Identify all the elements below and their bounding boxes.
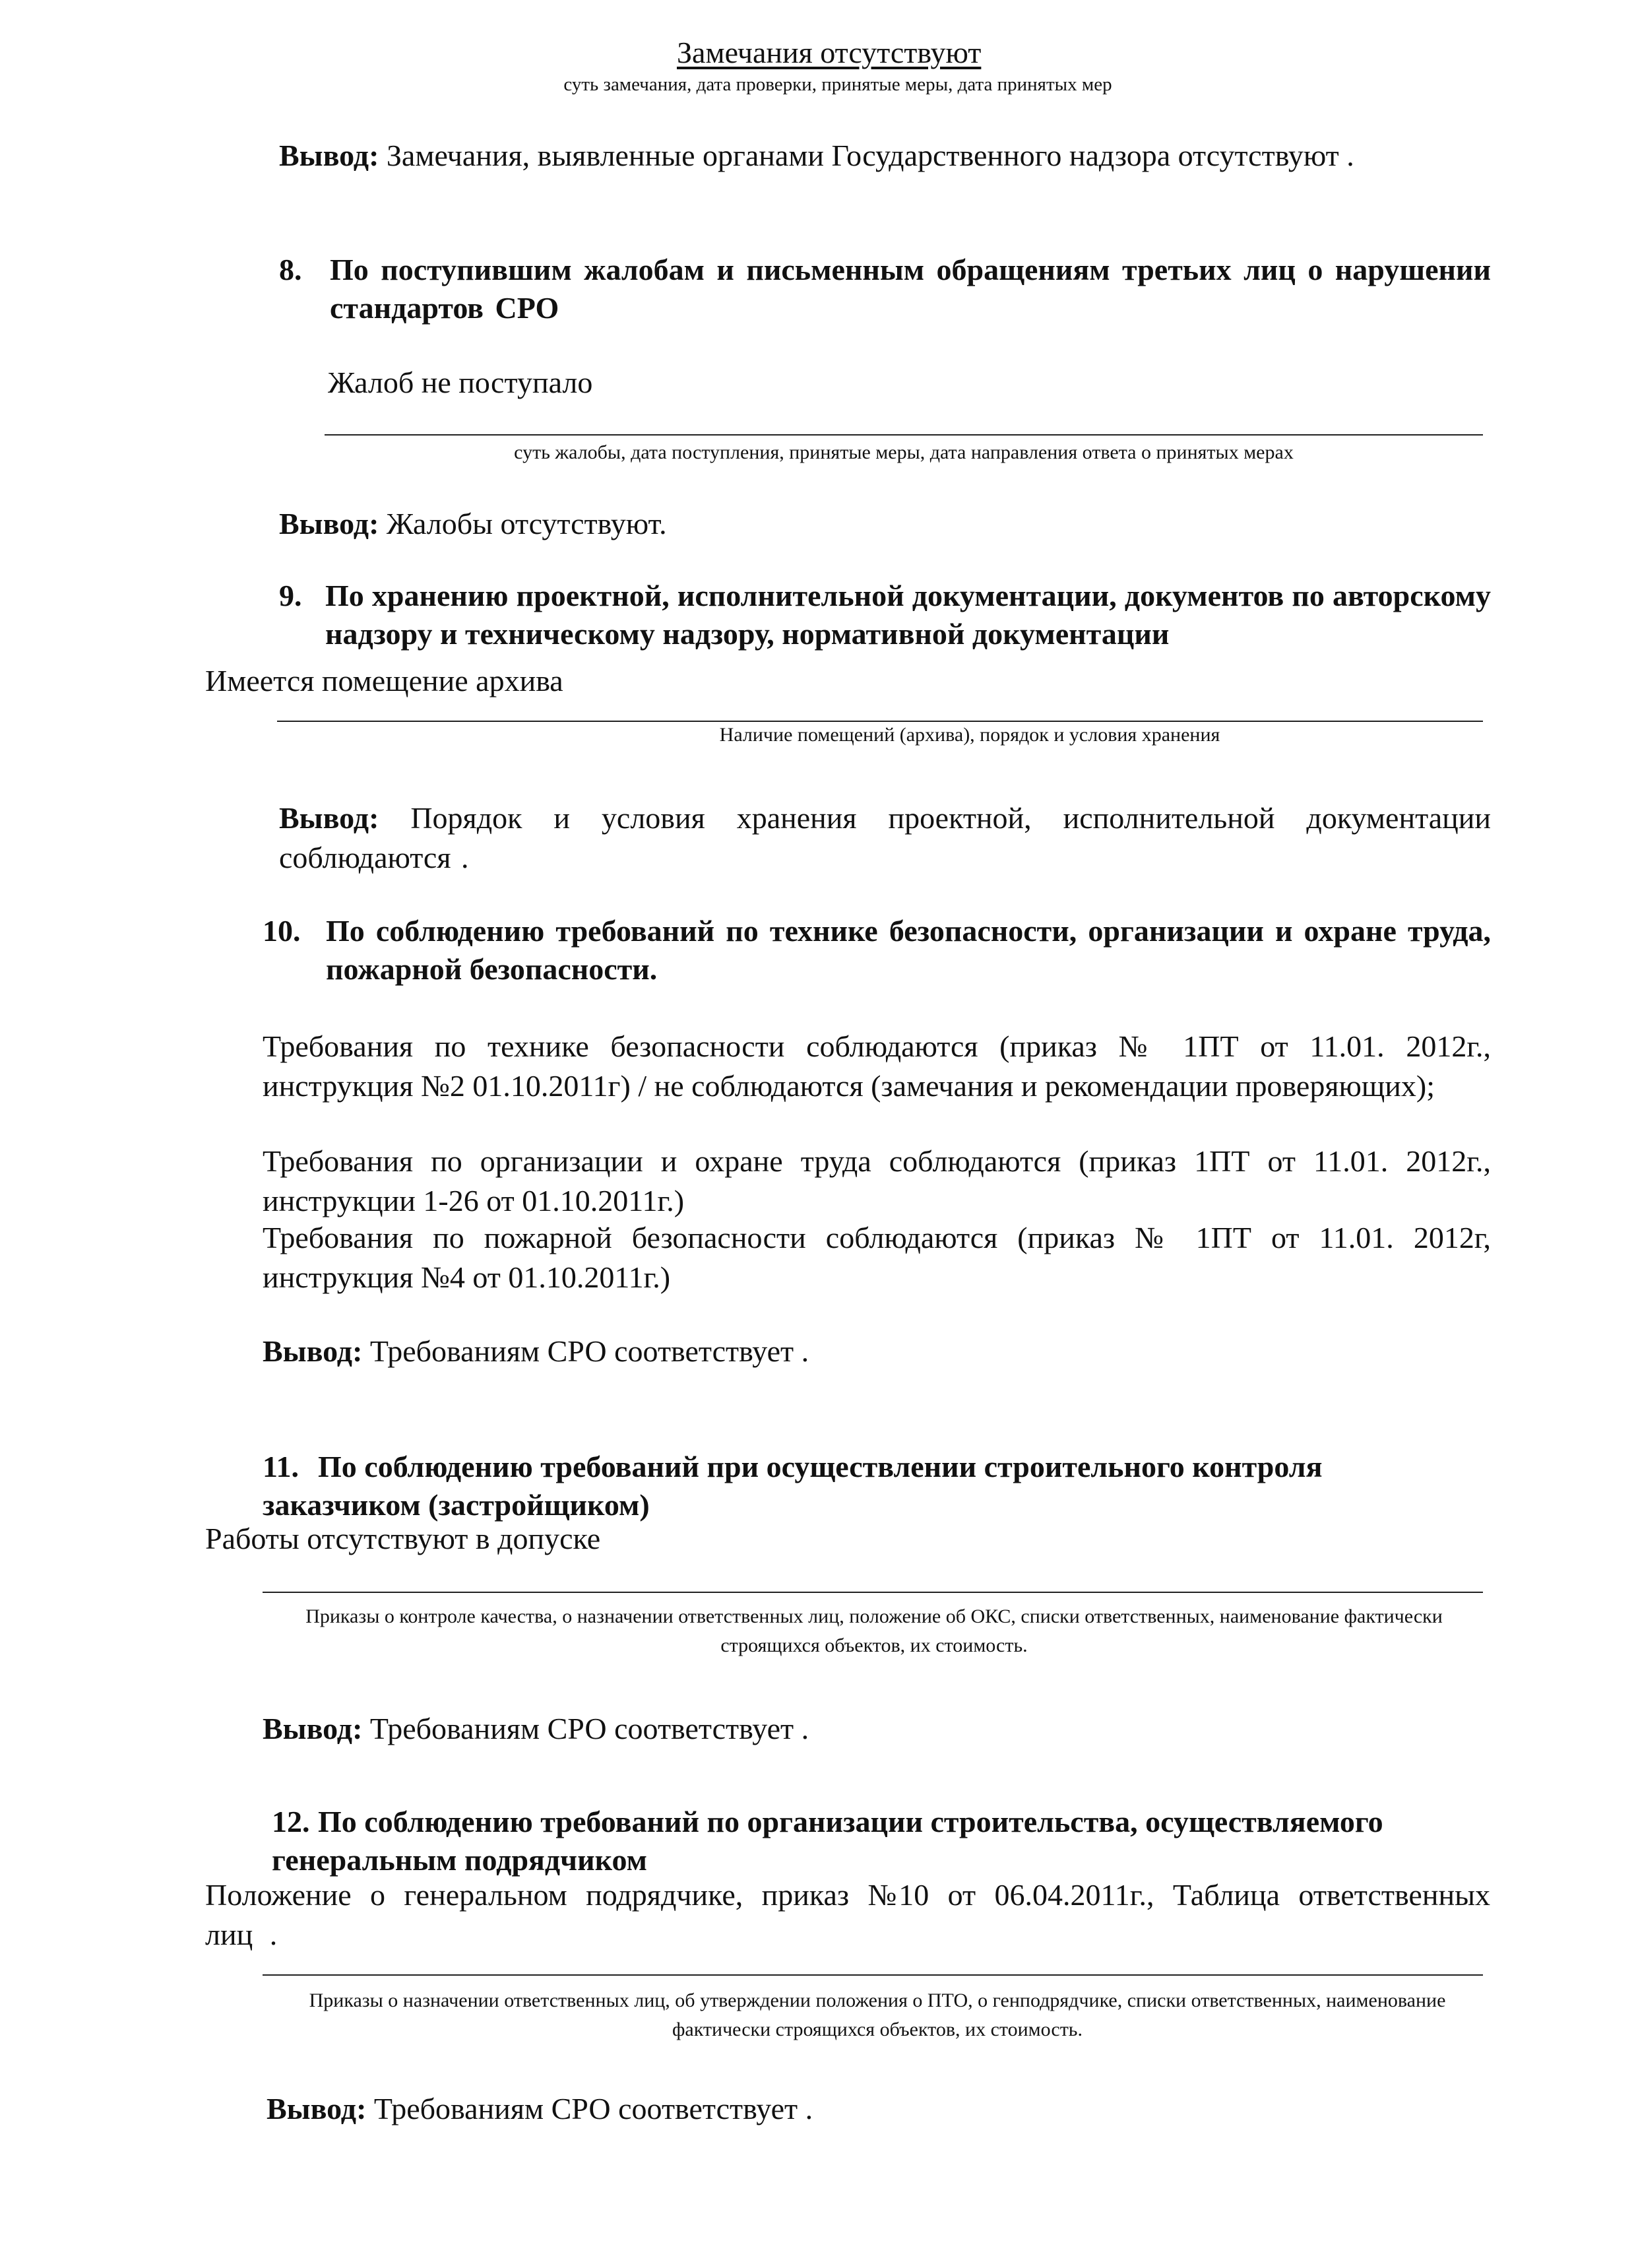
conclusion-text: Требованиям СРО соответствует . — [373, 2092, 813, 2125]
top-conclusion — [279, 136, 1532, 176]
conclusion-label: Вывод: — [279, 139, 379, 172]
section-8-value: Жалоб не поступало — [328, 366, 593, 399]
conclusion-text: Замечания, выявленные органами Государственного надзора отсутствуют . — [386, 139, 1354, 172]
section-11-value: Работы отсутствуют в допуске — [205, 1522, 601, 1555]
section-title: По соблюдению требований при осуществлении строительного контроля заказчиком (застройщиком) — [263, 1450, 1323, 1522]
section-number: 10. — [263, 914, 301, 948]
section-8-rule — [325, 434, 1483, 436]
conclusion-text: Требованиям СРО соответствует . — [369, 1712, 809, 1745]
conclusion-text: Требованиям СРО соответствует . — [369, 1334, 809, 1368]
section-9-heading — [279, 577, 1491, 653]
section-10-p2: Требования по организации и охране труда соблюдаются (приказ 1ПТ от 11.01. 2012г., инструкции 1-26 от 01.10.2011г.) — [263, 1144, 1491, 1217]
section-12-rule — [263, 1974, 1483, 1976]
section-8-heading — [279, 251, 1491, 327]
section-10-heading — [263, 912, 1491, 988]
conclusion-label: Вывод: — [279, 507, 379, 540]
section-12-caption: Приказы о назначении ответственных лиц, об утверждении положения о ПТО, о генподрядчике, списки ответственных, наименование фактически строящихся объектов, их стоимость. — [309, 1990, 1446, 2040]
section-number: 9. — [279, 579, 302, 612]
section-11-rule — [263, 1592, 1483, 1593]
section-number: 11. — [263, 1450, 299, 1483]
section-12-conclusion — [267, 2089, 813, 2129]
section-title: По соблюдению требований по технике безопасности, организации и охране труда, пожарной безопасности. — [326, 914, 1491, 986]
conclusion-label: Вывод: — [263, 1712, 363, 1745]
section-9-conclusion — [279, 798, 1491, 878]
top-caption: суть замечания, дата проверки, принятые меры, дата принятых мер — [563, 74, 1112, 95]
top-value: Замечания отсутствуют — [677, 36, 982, 69]
section-11-conclusion — [263, 1709, 809, 1749]
section-10-p3: Требования по пожарной безопасности соблюдаются (приказ № 1ПТ от 11.01. 2012г, инструкция №4 от 01.10.2011г.) — [263, 1221, 1491, 1294]
section-title: По соблюдению требований по организации строительства, осуществляемого генеральным подрядчиком — [272, 1805, 1383, 1877]
section-12-heading — [272, 1803, 1486, 1879]
section-8-caption: суть жалобы, дата поступления, принятые меры, дата направления ответа о принятых мерах — [514, 441, 1294, 463]
section-12-value: Положение о генеральном подрядчике, приказ №10 от 06.04.2011г., Таблица ответственных лиц . — [205, 1878, 1490, 1951]
section-title: По поступившим жалобам и письменным обращениям третьих лиц о нарушении стандартов СРО — [330, 253, 1491, 325]
section-10-conclusion — [263, 1332, 809, 1371]
section-number: 12. — [272, 1805, 310, 1838]
section-number: 8. — [279, 253, 302, 286]
section-11-caption: Приказы о контроле качества, о назначении ответственных лиц, положение об ОКС, списки ответственных, наименование фактически строящихся объектов, их стоимость. — [305, 1605, 1443, 1656]
section-11-heading — [263, 1448, 1463, 1524]
conclusion-label: Вывод: — [263, 1334, 363, 1368]
section-10-p1: Требования по технике безопасности соблюдаются (приказ № 1ПТ от 11.01. 2012г., инструкция №2 01.10.2011г) / не соблюдаются (замечания и рекомендации проверяющих); — [263, 1029, 1491, 1103]
conclusion-text: Жалобы отсутствуют. — [386, 507, 667, 540]
conclusion-label: Вывод: — [279, 801, 379, 835]
section-9-value: Имеется помещение архива — [205, 664, 563, 697]
conclusion-label: Вывод: — [267, 2092, 367, 2125]
section-9-caption: Наличие помещений (архива), порядок и условия хранения — [719, 724, 1220, 746]
conclusion-text: Порядок и условия хранения проектной, исполнительной документации соблюдаются . — [279, 801, 1491, 874]
section-8-conclusion — [279, 504, 667, 544]
section-title: По хранению проектной, исполнительной документации, документов по авторскому надзору и техническому надзору, нормативной документации — [325, 579, 1491, 651]
